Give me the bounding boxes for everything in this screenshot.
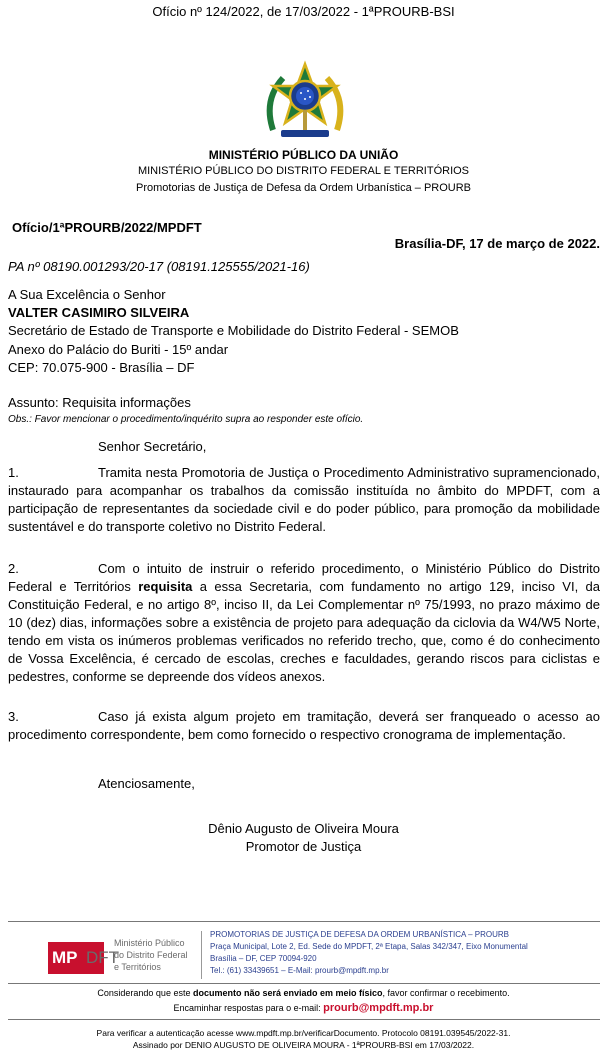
recipient-name: VALTER CASIMIRO SILVEIRA <box>8 305 190 320</box>
paragraph-text: Tramita nesta Promotoria de Justiça o Procedimento Administrativo supramencionado, instaurado para acompanhar os trabalhos da comissão instituída no âmbito do MPDFT, com a participação de representantes da sociedade civil e do poder público, para promoção da mobilidade sustentável e do transporte coletivo no Distrito Federal. <box>8 465 600 534</box>
verify-line-2: Assinado por DENIO AUGUSTO DE OLIVEIRA MOURA - 1ªPROURB-BSI em 17/03/2022. <box>132 1040 475 1050</box>
footer-contact <box>210 929 528 977</box>
footer-contact-line: Tel.: (61) 33439651 – E-Mail: prourb@mpdft.mp.br <box>210 966 389 975</box>
footer-contact-line: Praça Municipal, Lote 2, Ed. Sede do MPDFT, 2ª Etapa, Salas 342/347, Eixo Monumental <box>210 942 528 951</box>
footer-divider <box>8 1019 600 1020</box>
footer-reply <box>0 1001 607 1015</box>
letter-reference: Ofício/1ªPROURB/2022/MPDFT <box>12 220 202 235</box>
paragraph-2 <box>8 560 600 686</box>
notice-text: , favor confirmar o recebimento. <box>382 988 510 998</box>
footer-divider <box>8 921 600 922</box>
paragraph-text: a essa Secretaria, com fundamento no artigo 129, inciso VI, da Constituição Federal, e no artigo 8º, inciso II, da Lei Complementar nº 75/1993, no prazo máximo de 10 (dez) dias, informações sobre a existência de projeto para adequação da ciclovia da W4/W5 Norte, tendo em vista os inúmeros problemas verificados no referido trecho, que, como é do conhecimento de Vossa Excelência, é cercado de escolas, creches e faculdades, gerando riscos para ciclistas e pedestres, conforme se depreende dos vídeos anexos. <box>8 579 600 684</box>
footer-contact-line: PROMOTORIAS DE JUSTIÇA DE DEFESA DA ORDEM URBANÍSTICA – PROURB <box>210 930 510 939</box>
org-dept: Promotorias de Justiça de Defesa da Ordem Urbanística – PROURB <box>135 182 472 194</box>
oficio-number-header: Ofício nº 124/2022, de 17/03/2022 - 1ªPROURB-BSI <box>152 4 455 19</box>
logo-mp-text: MP <box>52 948 78 967</box>
paragraph-number: 2. <box>8 561 19 576</box>
paragraph-number: 3. <box>8 709 19 724</box>
logo-org-name <box>114 937 188 973</box>
logo-org-line: Ministério Público <box>114 938 185 948</box>
brazil-coat-of-arms-icon <box>263 60 347 144</box>
footer-contact-line: Brasília – DF, CEP 70094-920 <box>210 954 317 963</box>
footer-divider <box>8 983 600 984</box>
footer-notice <box>0 987 607 999</box>
recipient-cep: CEP: 70.075-900 - Brasília – DF <box>8 360 195 375</box>
reply-email-link[interactable]: prourb@mpdft.mp.br <box>323 1002 434 1014</box>
paragraph-1 <box>8 464 600 536</box>
letter-date: Brasília-DF, 17 de março de 2022. <box>394 236 600 251</box>
logo-org-line: e Territórios <box>114 962 161 972</box>
pa-number: PA nº 08190.001293/20-17 (08191.125555/2021-16) <box>8 259 310 274</box>
recipient-salutation: A Sua Excelência o Senhor <box>8 287 166 302</box>
recipient-address: Anexo do Palácio do Buriti - 15º andar <box>8 342 229 357</box>
paragraph-text: Com o intuito de instruir o referido procedimento, o Ministério Público do Distrito Federal e Territórios <box>8 561 600 594</box>
org-main: MINISTÉRIO PÚBLICO DA UNIÃO <box>208 148 399 162</box>
subject-line: Assunto: Requisita informações <box>8 395 191 410</box>
verify-line-1: Para verificar a autenticação acesse www.mpdft.mp.br/verificarDocumento. Protocolo 08191.039545/2022-31. <box>96 1028 511 1038</box>
paragraph-3 <box>8 708 600 744</box>
greeting: Senhor Secretário, <box>98 439 207 454</box>
notice-emphasis: documento não será enviado em meio físico <box>192 988 383 998</box>
notice-text: Considerando que este <box>97 988 193 998</box>
signer-title: Promotor de Justiça <box>245 839 362 854</box>
paragraph-text: Caso já exista algum projeto em tramitação, deverá ser franqueado o acesso ao procedimento correspondente, bem como fornecido o respectivo cronograma de implementação. <box>8 709 600 742</box>
logo-org-line: do Distrito Federal <box>114 950 188 960</box>
paragraph-number: 1. <box>8 465 19 480</box>
closing: Atenciosamente, <box>98 776 195 791</box>
recipient-role: Secretário de Estado de Transporte e Mobilidade do Distrito Federal - SEMOB <box>8 323 459 338</box>
reply-text: Encaminhar respostas para o e-mail: <box>173 1003 324 1013</box>
org-sub: MINISTÉRIO PÚBLICO DO DISTRITO FEDERAL E TERRITÓRIOS <box>137 165 470 177</box>
obs-line: Obs.: Favor mencionar o procedimento/inquérito supra ao responder este ofício. <box>8 414 364 425</box>
logo-dft-text: DFT <box>86 948 120 967</box>
footer-logo-divider <box>201 931 202 979</box>
signer-name: Dênio Augusto de Oliveira Moura <box>208 821 399 836</box>
paragraph-emphasis: requisita <box>138 579 193 594</box>
